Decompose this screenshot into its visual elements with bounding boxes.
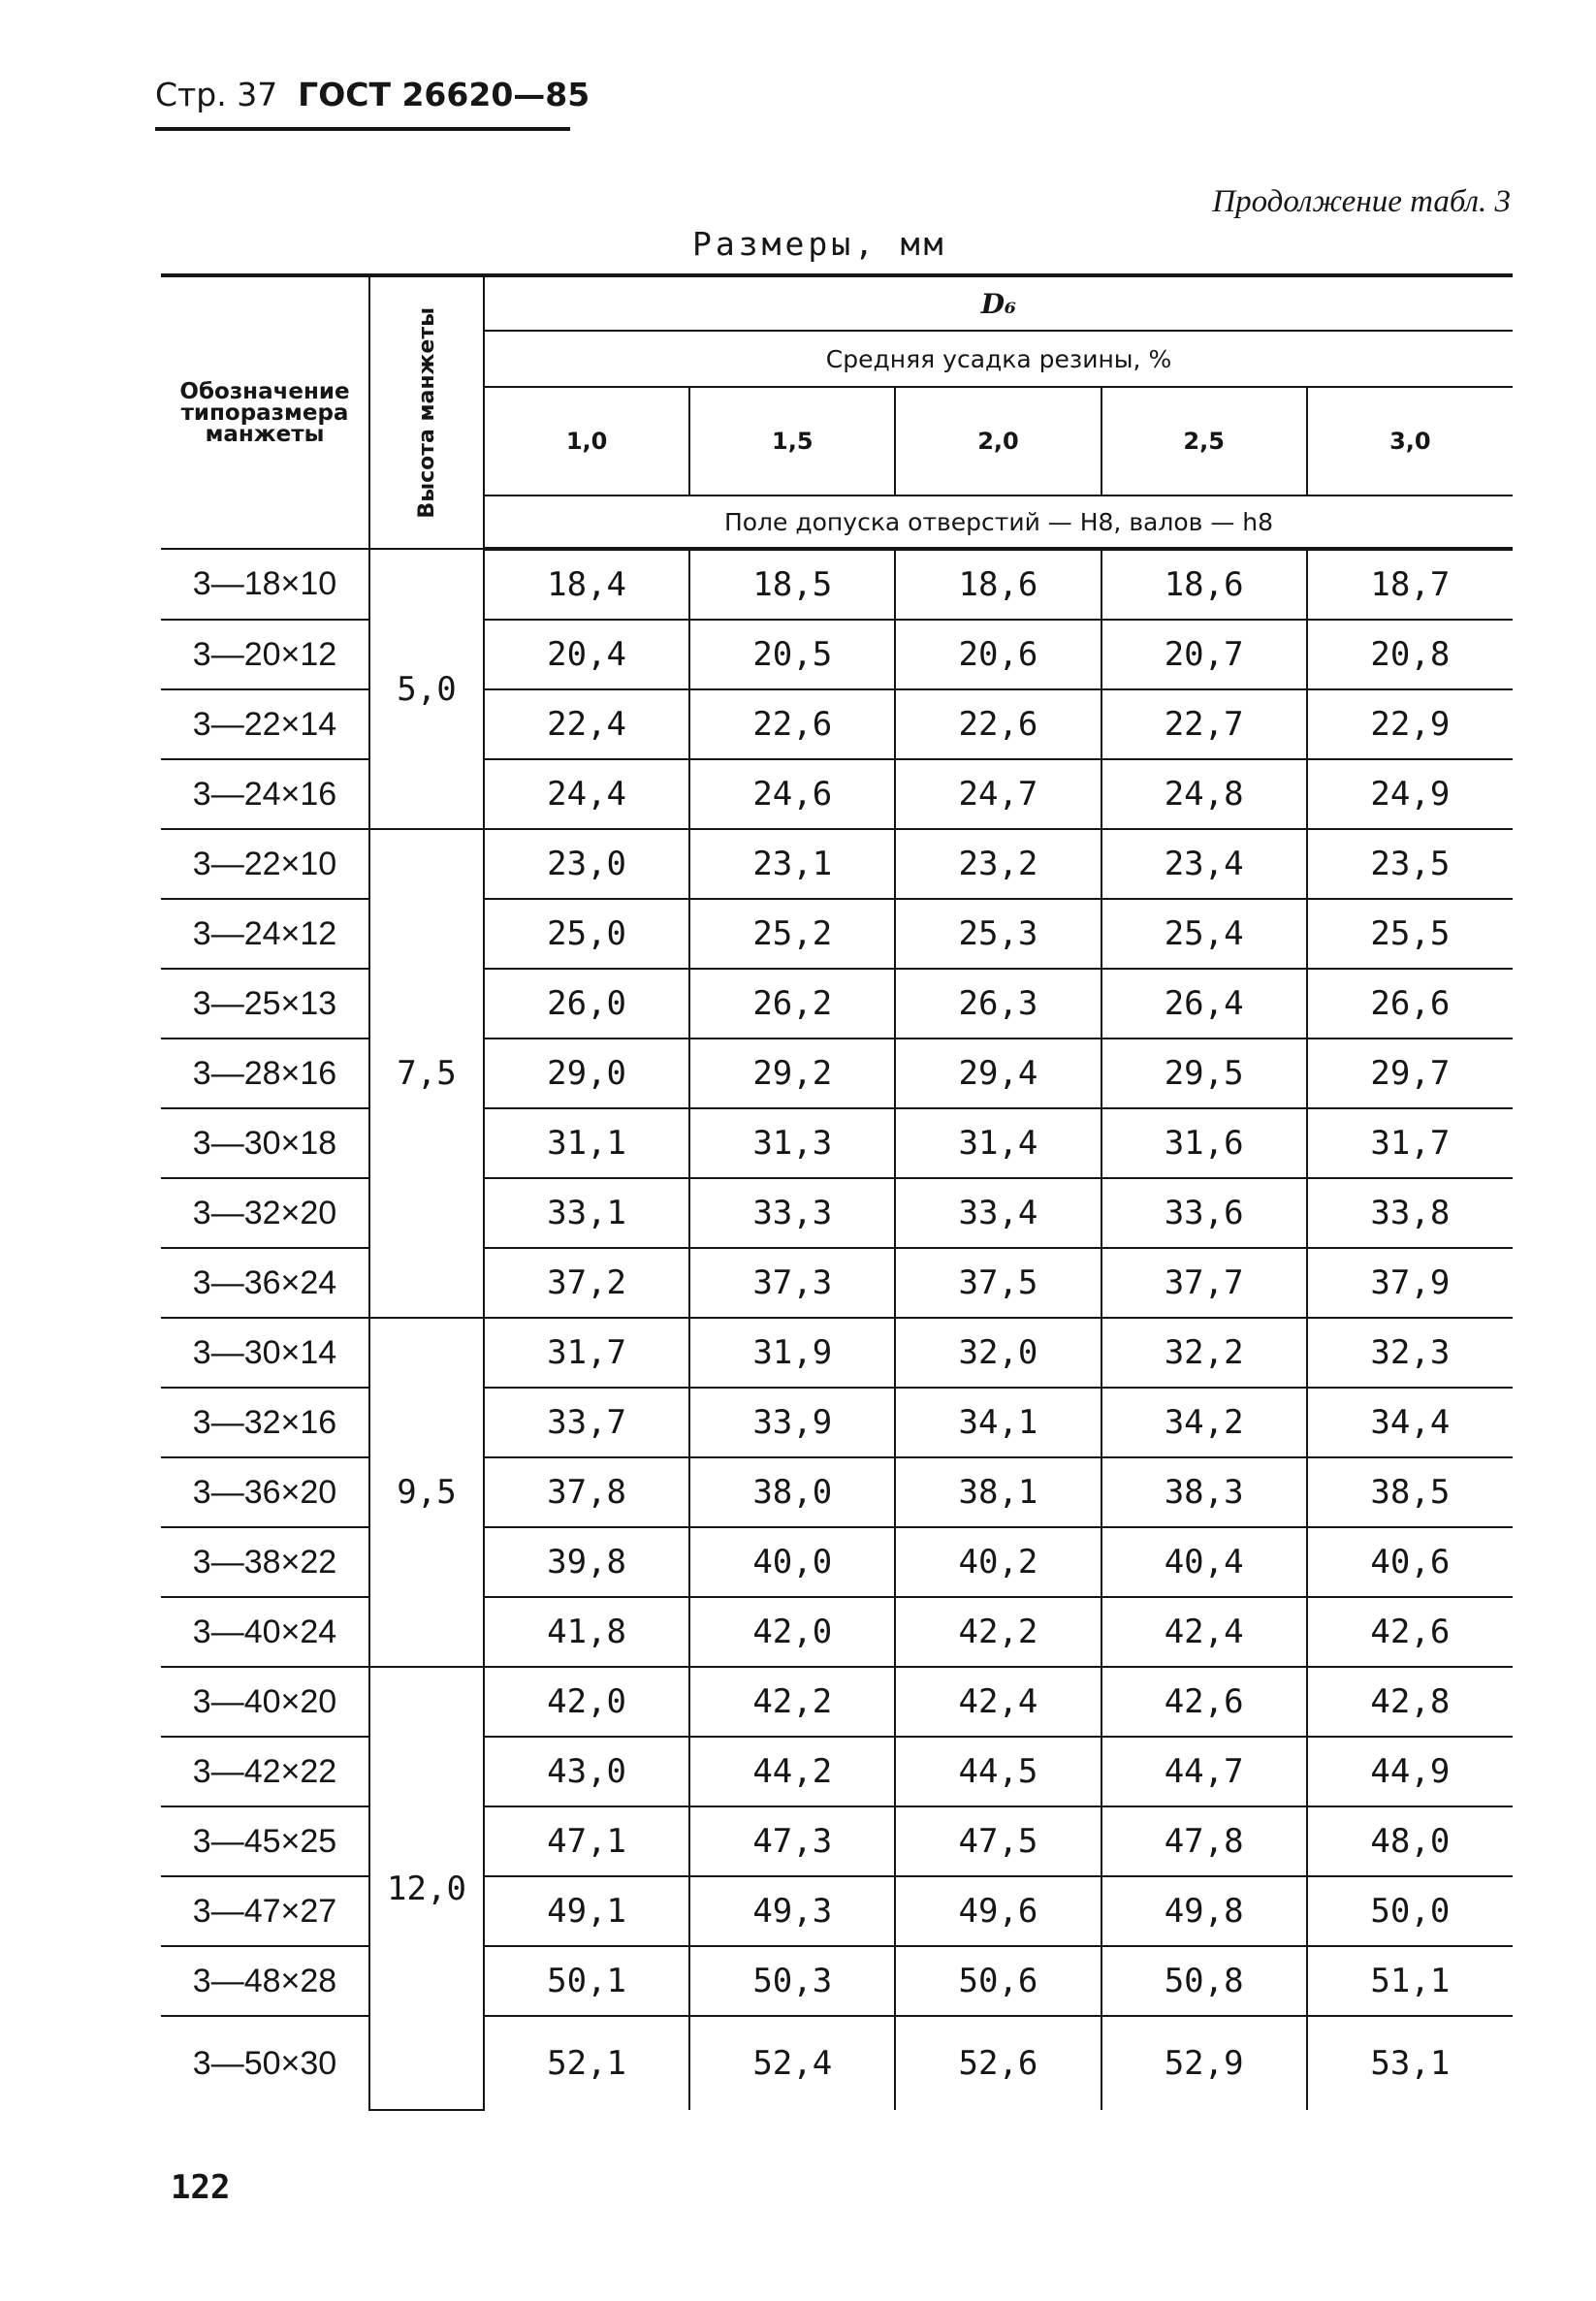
cell-designation: 3—42×22 [161, 1737, 369, 1806]
cell-d6-value: 24,9 [1307, 759, 1513, 829]
cell-d6-value: 31,4 [895, 1108, 1101, 1178]
cell-d6-value: 37,7 [1101, 1248, 1307, 1318]
cell-d6-value: 44,5 [895, 1737, 1101, 1806]
cell-d6-value: 31,7 [484, 1318, 689, 1388]
cell-d6-value: 23,5 [1307, 829, 1513, 899]
cell-d6-value: 32,2 [1101, 1318, 1307, 1388]
cell-d6-value: 50,3 [689, 1946, 895, 2016]
shrinkage-header: Средняя усадка резины, % [484, 331, 1513, 387]
page-label: Стр. 37 [155, 76, 278, 113]
table-row [161, 1946, 1513, 2016]
cell-d6-value: 34,4 [1307, 1388, 1513, 1457]
cell-d6-value: 18,6 [1101, 549, 1307, 620]
cell-designation: 3—50×30 [192, 2044, 337, 2082]
cell-designation: 3—25×13 [161, 969, 369, 1039]
running-header [155, 76, 591, 131]
cell-d6-value: 50,1 [484, 1946, 689, 2016]
column-header-d6: D₆ [484, 275, 1513, 331]
cell-d6-value: 49,3 [689, 1876, 895, 1946]
cell-d6-value: 18,7 [1307, 549, 1513, 620]
cell-d6-value: 53,1 [1307, 2016, 1513, 2110]
cell-height: 5,0 [369, 549, 484, 829]
cell-d6-value: 25,4 [1101, 899, 1307, 969]
cell-d6-value: 42,8 [1307, 1667, 1513, 1737]
table-body [161, 549, 1513, 2110]
cell-d6-value: 18,5 [689, 549, 895, 620]
table-row [161, 1318, 1513, 1388]
cell-d6-value: 22,6 [895, 689, 1101, 759]
cell-d6-value: 37,5 [895, 1248, 1101, 1318]
cell-d6-value: 42,0 [689, 1597, 895, 1667]
cell-d6-value: 29,5 [1101, 1039, 1307, 1108]
cell-d6-value: 18,4 [484, 549, 689, 620]
cell-d6-value: 44,2 [689, 1737, 895, 1806]
cell-designation: 3—32×16 [161, 1388, 369, 1457]
cell-d6-value: 29,4 [895, 1039, 1101, 1108]
cell-designation: 3—36×24 [161, 1248, 369, 1318]
cell-d6-value: 37,9 [1307, 1248, 1513, 1318]
cell-d6-value: 50,8 [1101, 1946, 1307, 2016]
cell-d6-value: 22,7 [1101, 689, 1307, 759]
cell-d6-value: 24,7 [895, 759, 1101, 829]
cell-d6-value: 33,6 [1101, 1178, 1307, 1248]
cell-d6-value: 29,0 [484, 1039, 689, 1108]
cell-d6-value: 25,2 [689, 899, 895, 969]
cell-d6-value: 42,4 [1101, 1597, 1307, 1667]
table-row [161, 2016, 1513, 2110]
cell-d6-value: 22,4 [484, 689, 689, 759]
units-caption: Размеры, мм [692, 225, 947, 263]
cell-designation: 3—20×12 [161, 620, 369, 689]
cell-d6-value: 24,6 [689, 759, 895, 829]
cell-d6-value: 26,6 [1307, 969, 1513, 1039]
cell-designation: 3—38×22 [161, 1527, 369, 1597]
table-row [161, 1248, 1513, 1318]
cell-d6-value: 23,0 [484, 829, 689, 899]
cell-d6-value: 42,2 [689, 1667, 895, 1737]
cell-d6-value: 33,3 [689, 1178, 895, 1248]
cell-designation: 3—30×14 [161, 1318, 369, 1388]
cell-d6-value: 38,5 [1307, 1457, 1513, 1527]
table-row [161, 1806, 1513, 1876]
page-number: 122 [171, 2168, 231, 2207]
cell-d6-value: 31,1 [484, 1108, 689, 1178]
cell-d6-value: 49,8 [1101, 1876, 1307, 1946]
cell-d6-value: 25,5 [1307, 899, 1513, 969]
cell-d6-value: 42,6 [1307, 1597, 1513, 1667]
cell-d6-value: 43,0 [484, 1737, 689, 1806]
cell-d6-value: 34,2 [1101, 1388, 1307, 1457]
cell-d6-value: 42,6 [1101, 1667, 1307, 1737]
cell-d6-value: 44,7 [1101, 1737, 1307, 1806]
table-row [161, 1597, 1513, 1667]
cell-height: 9,5 [369, 1318, 484, 1667]
cell-d6-value: 23,1 [689, 829, 895, 899]
cell-d6-value: 49,1 [484, 1876, 689, 1946]
cell-d6-value: 18,6 [895, 549, 1101, 620]
cell-d6-value: 44,9 [1307, 1737, 1513, 1806]
cell-d6-value: 41,8 [484, 1597, 689, 1667]
cell-d6-value: 31,7 [1307, 1108, 1513, 1178]
cell-designation: 3—36×20 [161, 1457, 369, 1527]
cell-d6-value: 42,4 [895, 1667, 1101, 1737]
cell-d6-value: 37,3 [689, 1248, 895, 1318]
table-row [161, 1527, 1513, 1597]
cell-designation: 3—22×10 [161, 829, 369, 899]
cell-d6-value: 42,0 [484, 1667, 689, 1737]
cell-d6-value: 26,0 [484, 969, 689, 1039]
table-row [161, 1667, 1513, 1737]
cell-d6-value: 26,4 [1101, 969, 1307, 1039]
table-row [161, 1457, 1513, 1527]
cell-d6-value: 39,8 [484, 1527, 689, 1597]
dimensions-table-wrap [161, 273, 1513, 2111]
cell-d6-value: 38,0 [689, 1457, 895, 1527]
shrinkage-value-header: 1,5 [689, 387, 895, 495]
cell-designation: 3—32×20 [161, 1178, 369, 1248]
dimensions-table [161, 273, 1513, 2111]
cell-d6-value: 47,3 [689, 1806, 895, 1876]
cell-d6-value: 20,8 [1307, 620, 1513, 689]
table-row [161, 1737, 1513, 1806]
cell-designation: 3—48×28 [161, 1946, 369, 2016]
cell-d6-value: 32,0 [895, 1318, 1101, 1388]
cell-d6-value: 29,7 [1307, 1039, 1513, 1108]
cell-d6-value: 22,6 [689, 689, 895, 759]
cell-d6-value: 33,9 [689, 1388, 895, 1457]
cell-d6-value: 38,3 [1101, 1457, 1307, 1527]
cell-d6-value: 33,8 [1307, 1178, 1513, 1248]
cell-d6-value: 31,3 [689, 1108, 895, 1178]
table-row [161, 899, 1513, 969]
cell-d6-value: 40,2 [895, 1527, 1101, 1597]
cell-d6-value: 24,8 [1101, 759, 1307, 829]
cell-d6-value: 48,0 [1307, 1806, 1513, 1876]
column-header-height: Высота манжеты [369, 275, 484, 549]
cell-designation: 3—47×27 [161, 1876, 369, 1946]
shrinkage-value-header: 2,0 [895, 387, 1101, 495]
table-row [161, 1108, 1513, 1178]
cell-designation: 3—24×12 [161, 899, 369, 969]
column-header-designation: Обозначение типоразмера манжеты [161, 275, 369, 549]
cell-d6-value: 23,4 [1101, 829, 1307, 899]
cell-designation: 3—40×20 [161, 1667, 369, 1737]
cell-d6-value: 42,2 [895, 1597, 1101, 1667]
cell-d6-value: 25,3 [895, 899, 1101, 969]
cell-d6-value: 32,3 [1307, 1318, 1513, 1388]
table-continuation-note: Продолжение табл. 3 [1212, 184, 1511, 219]
cell-d6-value: 40,4 [1101, 1527, 1307, 1597]
cell-d6-value: 23,2 [895, 829, 1101, 899]
table-row [161, 829, 1513, 899]
table-row [161, 1178, 1513, 1248]
cell-d6-value: 37,2 [484, 1248, 689, 1318]
cell-d6-value: 37,8 [484, 1457, 689, 1527]
cell-designation: 3—40×24 [161, 1597, 369, 1667]
cell-d6-value: 33,1 [484, 1178, 689, 1248]
cell-d6-value: 49,6 [895, 1876, 1101, 1946]
cell-d6-value: 20,5 [689, 620, 895, 689]
tolerance-note: Поле допуска отверстий — H8, валов — h8 [484, 495, 1513, 549]
shrinkage-value-header: 2,5 [1101, 387, 1307, 495]
cell-d6-value: 34,1 [895, 1388, 1101, 1457]
cell-d6-value: 51,1 [1307, 1946, 1513, 2016]
cell-d6-value: 50,6 [895, 1946, 1101, 2016]
cell-d6-value: 20,4 [484, 620, 689, 689]
cell-d6-value: 26,3 [895, 969, 1101, 1039]
cell-d6-value: 40,0 [689, 1527, 895, 1597]
cell-d6-value: 40,6 [1307, 1527, 1513, 1597]
table-row [161, 620, 1513, 689]
cell-d6-value: 31,6 [1101, 1108, 1307, 1178]
cell-d6-value: 47,8 [1101, 1806, 1307, 1876]
standard-number: ГОСТ 26620—85 [298, 76, 591, 113]
cell-d6-value: 20,7 [1101, 620, 1307, 689]
cell-d6-value: 38,1 [895, 1457, 1101, 1527]
cell-height: 12,0 [369, 1667, 484, 2110]
table-row [161, 759, 1513, 829]
cell-d6-value: 25,0 [484, 899, 689, 969]
table-header [161, 275, 1513, 549]
cell-d6-value: 47,5 [895, 1806, 1101, 1876]
cell-d6-value: 29,2 [689, 1039, 895, 1108]
cell-designation: 3—30×18 [161, 1108, 369, 1178]
cell-d6-value: 20,6 [895, 620, 1101, 689]
cell-d6-value: 50,0 [1307, 1876, 1513, 1946]
cell-d6-value: 31,9 [689, 1318, 895, 1388]
cell-height: 7,5 [369, 829, 484, 1318]
cell-d6-value: 33,7 [484, 1388, 689, 1457]
table-row [161, 1876, 1513, 1946]
cell-designation: 3—45×25 [161, 1806, 369, 1876]
cell-designation: 3—18×10 [161, 549, 369, 620]
cell-d6-value: 47,1 [484, 1806, 689, 1876]
cell-d6-value: 52,4 [689, 2016, 895, 2110]
cell-d6-value: 26,2 [689, 969, 895, 1039]
table-row [161, 1039, 1513, 1108]
table-row [161, 689, 1513, 759]
cell-d6-value: 52,6 [895, 2016, 1101, 2110]
cell-d6-value: 52,9 [1101, 2016, 1307, 2110]
table-row [161, 969, 1513, 1039]
cell-d6-value: 22,9 [1307, 689, 1513, 759]
cell-d6-value: 24,4 [484, 759, 689, 829]
cell-d6-value: 33,4 [895, 1178, 1101, 1248]
shrinkage-value-header: 1,0 [484, 387, 689, 495]
cell-designation: 3—22×14 [161, 689, 369, 759]
shrinkage-value-header: 3,0 [1307, 387, 1513, 495]
table-row [161, 1388, 1513, 1457]
cell-designation: 3—28×16 [161, 1039, 369, 1108]
table-row [161, 549, 1513, 620]
cell-d6-value: 52,1 [547, 2044, 627, 2083]
cell-designation: 3—24×16 [161, 759, 369, 829]
